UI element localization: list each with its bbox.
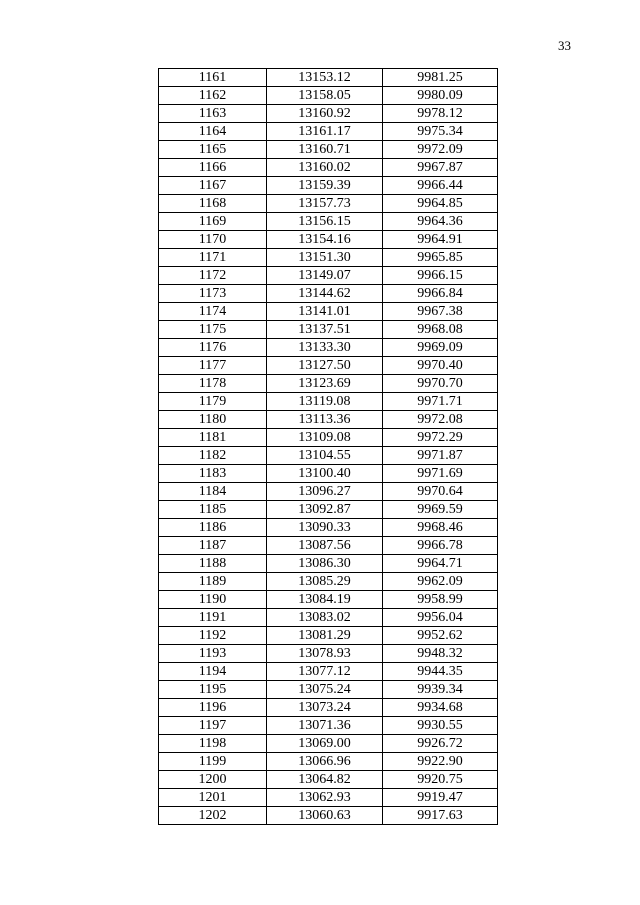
y-coordinate-cell: 9981.25 (383, 69, 498, 87)
y-coordinate-cell: 9964.71 (383, 555, 498, 573)
table-row (159, 555, 498, 573)
point-id-cell: 1195 (159, 681, 267, 699)
y-coordinate-cell: 9975.34 (383, 123, 498, 141)
y-coordinate-cell: 9939.34 (383, 681, 498, 699)
y-coordinate-cell: 9964.85 (383, 195, 498, 213)
y-coordinate-cell: 9919.47 (383, 789, 498, 807)
y-coordinate-cell: 9970.64 (383, 483, 498, 501)
table-row (159, 807, 498, 825)
y-coordinate-cell: 9971.87 (383, 447, 498, 465)
x-coordinate-cell: 13092.87 (267, 501, 383, 519)
x-coordinate-cell: 13161.17 (267, 123, 383, 141)
y-coordinate-cell: 9972.08 (383, 411, 498, 429)
point-id-cell: 1186 (159, 519, 267, 537)
table-row (159, 285, 498, 303)
y-coordinate-cell: 9966.44 (383, 177, 498, 195)
point-id-cell: 1187 (159, 537, 267, 555)
y-coordinate-cell: 9972.09 (383, 141, 498, 159)
table-row (159, 591, 498, 609)
x-coordinate-cell: 13144.62 (267, 285, 383, 303)
table-row (159, 681, 498, 699)
point-id-cell: 1200 (159, 771, 267, 789)
table-row (159, 249, 498, 267)
point-id-cell: 1196 (159, 699, 267, 717)
table-row (159, 699, 498, 717)
y-coordinate-cell: 9968.46 (383, 519, 498, 537)
point-id-cell: 1171 (159, 249, 267, 267)
point-id-cell: 1199 (159, 753, 267, 771)
x-coordinate-cell: 13159.39 (267, 177, 383, 195)
x-coordinate-cell: 13153.12 (267, 69, 383, 87)
y-coordinate-cell: 9952.62 (383, 627, 498, 645)
x-coordinate-cell: 13104.55 (267, 447, 383, 465)
table-row (159, 537, 498, 555)
y-coordinate-cell: 9967.38 (383, 303, 498, 321)
table-row (159, 411, 498, 429)
y-coordinate-cell: 9944.35 (383, 663, 498, 681)
y-coordinate-cell: 9920.75 (383, 771, 498, 789)
x-coordinate-cell: 13160.71 (267, 141, 383, 159)
y-coordinate-cell: 9966.84 (383, 285, 498, 303)
table-row (159, 501, 498, 519)
point-id-cell: 1180 (159, 411, 267, 429)
point-id-cell: 1182 (159, 447, 267, 465)
x-coordinate-cell: 13084.19 (267, 591, 383, 609)
x-coordinate-cell: 13109.08 (267, 429, 383, 447)
table-row (159, 123, 498, 141)
table-row (159, 519, 498, 537)
x-coordinate-cell: 13119.08 (267, 393, 383, 411)
x-coordinate-cell: 13086.30 (267, 555, 383, 573)
table-row (159, 771, 498, 789)
y-coordinate-cell: 9969.59 (383, 501, 498, 519)
x-coordinate-cell: 13064.82 (267, 771, 383, 789)
y-coordinate-cell: 9922.90 (383, 753, 498, 771)
table-row (159, 357, 498, 375)
y-coordinate-cell: 9958.99 (383, 591, 498, 609)
x-coordinate-cell: 13077.12 (267, 663, 383, 681)
x-coordinate-cell: 13078.93 (267, 645, 383, 663)
point-id-cell: 1184 (159, 483, 267, 501)
table-row (159, 303, 498, 321)
point-id-cell: 1189 (159, 573, 267, 591)
point-id-cell: 1173 (159, 285, 267, 303)
y-coordinate-cell: 9967.87 (383, 159, 498, 177)
x-coordinate-cell: 13096.27 (267, 483, 383, 501)
table-row (159, 789, 498, 807)
point-id-cell: 1188 (159, 555, 267, 573)
point-id-cell: 1194 (159, 663, 267, 681)
point-id-cell: 1191 (159, 609, 267, 627)
x-coordinate-cell: 13141.01 (267, 303, 383, 321)
point-id-cell: 1162 (159, 87, 267, 105)
table-row (159, 159, 498, 177)
point-id-cell: 1190 (159, 591, 267, 609)
table-row (159, 627, 498, 645)
x-coordinate-cell: 13060.63 (267, 807, 383, 825)
table-row (159, 321, 498, 339)
table-row (159, 69, 498, 87)
x-coordinate-cell: 13087.56 (267, 537, 383, 555)
table-row (159, 663, 498, 681)
coordinates-table (158, 68, 498, 825)
x-coordinate-cell: 13133.30 (267, 339, 383, 357)
point-id-cell: 1202 (159, 807, 267, 825)
table-row (159, 141, 498, 159)
point-id-cell: 1168 (159, 195, 267, 213)
x-coordinate-cell: 13137.51 (267, 321, 383, 339)
y-coordinate-cell: 9970.40 (383, 357, 498, 375)
point-id-cell: 1172 (159, 267, 267, 285)
point-id-cell: 1166 (159, 159, 267, 177)
point-id-cell: 1169 (159, 213, 267, 231)
table-row (159, 375, 498, 393)
x-coordinate-cell: 13062.93 (267, 789, 383, 807)
table-row (159, 267, 498, 285)
table-row (159, 645, 498, 663)
point-id-cell: 1181 (159, 429, 267, 447)
y-coordinate-cell: 9964.36 (383, 213, 498, 231)
x-coordinate-cell: 13083.02 (267, 609, 383, 627)
point-id-cell: 1163 (159, 105, 267, 123)
y-coordinate-cell: 9978.12 (383, 105, 498, 123)
table-body (159, 69, 498, 825)
x-coordinate-cell: 13066.96 (267, 753, 383, 771)
y-coordinate-cell: 9966.78 (383, 537, 498, 555)
point-id-cell: 1167 (159, 177, 267, 195)
x-coordinate-cell: 13127.50 (267, 357, 383, 375)
x-coordinate-cell: 13090.33 (267, 519, 383, 537)
y-coordinate-cell: 9969.09 (383, 339, 498, 357)
x-coordinate-cell: 13113.36 (267, 411, 383, 429)
table-row (159, 447, 498, 465)
point-id-cell: 1197 (159, 717, 267, 735)
y-coordinate-cell: 9971.69 (383, 465, 498, 483)
table-row (159, 429, 498, 447)
y-coordinate-cell: 9970.70 (383, 375, 498, 393)
point-id-cell: 1192 (159, 627, 267, 645)
table-row (159, 231, 498, 249)
x-coordinate-cell: 13151.30 (267, 249, 383, 267)
x-coordinate-cell: 13100.40 (267, 465, 383, 483)
x-coordinate-cell: 13071.36 (267, 717, 383, 735)
table-row (159, 393, 498, 411)
point-id-cell: 1165 (159, 141, 267, 159)
table-row (159, 753, 498, 771)
point-id-cell: 1170 (159, 231, 267, 249)
point-id-cell: 1185 (159, 501, 267, 519)
x-coordinate-cell: 13157.73 (267, 195, 383, 213)
table-row (159, 573, 498, 591)
point-id-cell: 1176 (159, 339, 267, 357)
table-row (159, 483, 498, 501)
y-coordinate-cell: 9968.08 (383, 321, 498, 339)
point-id-cell: 1164 (159, 123, 267, 141)
point-id-cell: 1175 (159, 321, 267, 339)
x-coordinate-cell: 13075.24 (267, 681, 383, 699)
x-coordinate-cell: 13160.02 (267, 159, 383, 177)
x-coordinate-cell: 13149.07 (267, 267, 383, 285)
y-coordinate-cell: 9926.72 (383, 735, 498, 753)
point-id-cell: 1198 (159, 735, 267, 753)
x-coordinate-cell: 13156.15 (267, 213, 383, 231)
point-id-cell: 1193 (159, 645, 267, 663)
table-row (159, 465, 498, 483)
y-coordinate-cell: 9956.04 (383, 609, 498, 627)
y-coordinate-cell: 9972.29 (383, 429, 498, 447)
table-row (159, 609, 498, 627)
x-coordinate-cell: 13073.24 (267, 699, 383, 717)
table-row (159, 339, 498, 357)
table-row (159, 177, 498, 195)
x-coordinate-cell: 13158.05 (267, 87, 383, 105)
x-coordinate-cell: 13123.69 (267, 375, 383, 393)
page-number: 33 (558, 38, 571, 53)
point-id-cell: 1201 (159, 789, 267, 807)
y-coordinate-cell: 9934.68 (383, 699, 498, 717)
y-coordinate-cell: 9971.71 (383, 393, 498, 411)
y-coordinate-cell: 9980.09 (383, 87, 498, 105)
point-id-cell: 1178 (159, 375, 267, 393)
point-id-cell: 1174 (159, 303, 267, 321)
table-row (159, 87, 498, 105)
x-coordinate-cell: 13069.00 (267, 735, 383, 753)
table-row (159, 105, 498, 123)
y-coordinate-cell: 9962.09 (383, 573, 498, 591)
x-coordinate-cell: 13154.16 (267, 231, 383, 249)
x-coordinate-cell: 13160.92 (267, 105, 383, 123)
y-coordinate-cell: 9917.63 (383, 807, 498, 825)
table-row (159, 717, 498, 735)
point-id-cell: 1183 (159, 465, 267, 483)
y-coordinate-cell: 9930.55 (383, 717, 498, 735)
y-coordinate-cell: 9964.91 (383, 231, 498, 249)
y-coordinate-cell: 9966.15 (383, 267, 498, 285)
y-coordinate-cell: 9948.32 (383, 645, 498, 663)
x-coordinate-cell: 13081.29 (267, 627, 383, 645)
table-row (159, 735, 498, 753)
point-id-cell: 1179 (159, 393, 267, 411)
point-id-cell: 1177 (159, 357, 267, 375)
point-id-cell: 1161 (159, 69, 267, 87)
y-coordinate-cell: 9965.85 (383, 249, 498, 267)
x-coordinate-cell: 13085.29 (267, 573, 383, 591)
table-row (159, 195, 498, 213)
table-row (159, 213, 498, 231)
